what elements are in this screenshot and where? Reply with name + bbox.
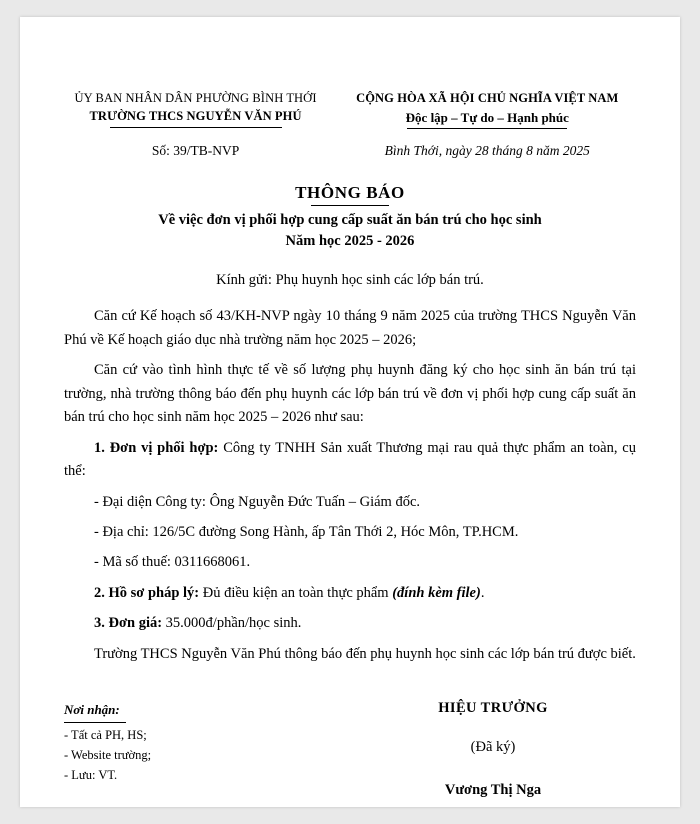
document-meta-row xyxy=(64,143,636,159)
document-title-block xyxy=(64,183,636,250)
header-national-heading xyxy=(339,89,636,129)
country-name-line: CỘNG HÒA XÃ HỘI CHỦ NGHĨA VIỆT NAM xyxy=(356,91,619,105)
section-2-attachment-note: (đính kèm file) xyxy=(392,584,481,601)
paragraph-closing: Trường THCS Nguyễn Văn Phú thông báo đến phụ huynh học sinh các lớp bán trú được biết. xyxy=(94,645,636,662)
bullet-company-address: - Địa chỉ: 126/5C đường Song Hành, ấp Tân Thới 2, Hóc Môn, TP.HCM. xyxy=(94,524,519,540)
recipients-rule xyxy=(64,722,126,723)
section-1-label: 1. Đơn vị phối hợp: xyxy=(94,439,219,456)
header-right-rule xyxy=(407,128,567,129)
signed-note: (Đã ký) xyxy=(470,739,516,756)
section-legal-documents xyxy=(64,582,636,605)
header-issuing-authority xyxy=(64,89,327,128)
document-subject: Về việc đơn vị phối hợp cung cấp suất ăn bán trú cho học sinh xyxy=(158,212,542,229)
section-unit-price xyxy=(64,612,636,635)
section-partner-unit xyxy=(64,437,636,484)
section-2-label: 2. Hồ sơ pháp lý: xyxy=(94,584,200,601)
section-3-text: 35.000đ/phần/học sinh. xyxy=(162,615,302,632)
issuing-authority-line: ỦY BAN NHÂN DÂN PHƯỜNG BÌNH THỚI xyxy=(74,91,317,105)
header-left-rule xyxy=(110,127,282,128)
section-1-text: Công ty TNHH Sản xuất Thương mại rau quả thực phẩm an toàn, cụ thể: xyxy=(64,439,636,480)
section-2-text: Đủ điều kiện an toàn thực phẩm xyxy=(199,584,393,601)
page-title: THÔNG BÁO xyxy=(295,183,405,203)
place-and-date: Bình Thới, ngày 28 tháng 8 năm 2025 xyxy=(384,143,590,159)
signer-name: Vương Thị Nga xyxy=(444,782,542,799)
recipients-item: - Website trường; xyxy=(64,748,152,763)
signature-block xyxy=(350,700,636,799)
document-footer xyxy=(64,700,636,799)
school-year: Năm học 2025 - 2026 xyxy=(285,233,415,250)
recipient-line: Kính gửi: Phụ huynh học sinh các lớp bán trú. xyxy=(216,272,484,289)
recipients-item: - Lưu: VT. xyxy=(64,768,118,783)
signer-title: HIỆU TRƯỞNG xyxy=(438,700,548,717)
bullet-company-representative: - Đại diện Công ty: Ông Nguyễn Đức Tuấn – Giám đốc. xyxy=(94,493,421,510)
recipients-item: - Tất cả PH, HS; xyxy=(64,728,147,743)
recipients-title: Nơi nhận: xyxy=(64,702,120,718)
title-rule xyxy=(311,205,389,206)
document-header xyxy=(64,89,636,129)
school-name-line: TRƯỜNG THCS NGUYỄN VĂN PHÚ xyxy=(89,109,302,124)
section-2-end: . xyxy=(480,584,485,601)
national-motto-line: Độc lập – Tự do – Hạnh phúc xyxy=(405,110,569,126)
section-3-label: 3. Đơn giá: xyxy=(94,615,163,632)
document-body xyxy=(64,305,636,666)
document-page xyxy=(20,17,680,807)
bullet-tax-code: - Mã số thuế: 0311668061. xyxy=(94,554,251,571)
paragraph-basis-1: Căn cứ Kế hoạch số 43/KH-NVP ngày 10 tháng 9 năm 2025 của trường THCS Nguyễn Văn Phú về Kế hoạch giáo dục nhà trường năm học 2025 – 2026; xyxy=(64,308,636,348)
document-number: Số: 39/TB-NVP xyxy=(151,143,240,159)
paragraph-basis-2: Căn cứ vào tình hình thực tế về số lượng phụ huynh đăng ký cho học sinh ăn bán trú tại trường, nhà trường thông báo đến phụ huynh các lớp bán trú về đơn vị phối hợp cung cấp suất ăn bán trú cho học sinh năm học 2025 – 2026 như sau: xyxy=(64,362,636,426)
recipients-block xyxy=(64,700,321,799)
